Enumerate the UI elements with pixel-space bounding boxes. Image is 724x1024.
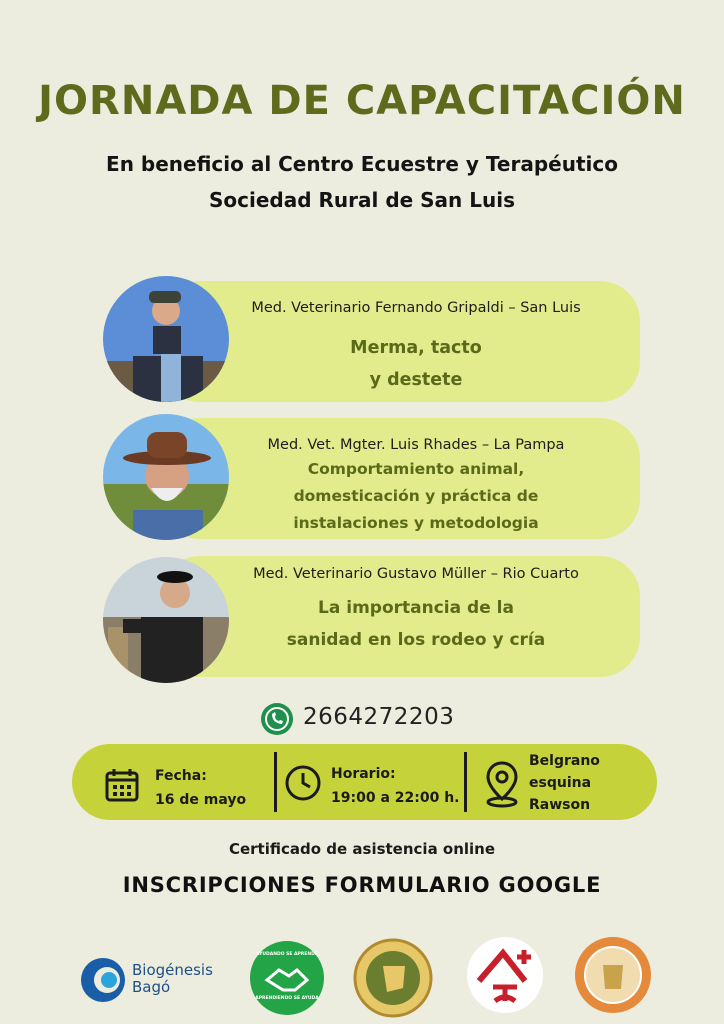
topic-line: Comportamiento animal, (307, 460, 525, 478)
red-emblem-logo (465, 935, 545, 1019)
speaker-name-1: Med. Veterinario Fernando Gripaldi – San Luis (251, 300, 581, 316)
registration-link[interactable]: INSCRIPCIONES FORMULARIO GOOGLE (122, 873, 602, 897)
speaker-topic-2 (196, 456, 636, 537)
divider (274, 752, 277, 812)
time-value: 19:00 a 22:00 h. (331, 790, 460, 806)
address-line: Belgrano (529, 753, 600, 769)
calendar-icon (104, 767, 140, 807)
certificate-note: Certificado de asistencia online (228, 840, 496, 858)
address-line: Rawson (529, 797, 591, 813)
speaker-topic-3 (196, 592, 636, 656)
whatsapp-icon (261, 703, 293, 735)
speaker-topic-1 (196, 332, 636, 396)
location-pin-icon (482, 760, 522, 812)
topic-line: y destete (369, 370, 463, 390)
date-label: Fecha: (155, 768, 207, 784)
biogenesis-bago-logo (78, 955, 128, 1009)
address-line: esquina (529, 775, 592, 791)
phone-number[interactable]: 2664272203 (303, 704, 455, 730)
location-address (529, 750, 600, 816)
divider (464, 752, 467, 812)
topic-line: instalaciones y metodologia (293, 514, 539, 532)
page-title: JORNADA DE CAPACITACIÓN (38, 78, 686, 124)
time-label: Horario: (331, 766, 396, 782)
logo-text: AYUDANDO SE APRENDE (256, 952, 318, 957)
date-value: 16 de mayo (155, 792, 247, 808)
topic-line: sanidad en los rodeo y cría (286, 630, 546, 650)
topic-line: Merma, tacto (350, 338, 482, 358)
logo-text: Biogénesis (132, 961, 213, 979)
clock-icon (284, 764, 322, 806)
subtitle-line2: Sociedad Rural de San Luis (208, 188, 515, 212)
topic-line: La importancia de la (318, 598, 514, 618)
sociedad-rural-seal-logo (573, 935, 653, 1019)
speaker-name-3: Med. Veterinario Gustavo Müller – Rio Cuarto (253, 566, 579, 582)
subtitle-line1: En beneficio al Centro Ecuestre y Terapéutico (106, 152, 618, 176)
logo-text: APRENDIENDO SE AYUDA (255, 996, 319, 1001)
speaker-name-2: Med. Vet. Mgter. Luis Rhades – La Pampa (267, 437, 565, 453)
logo-text: Bagó (132, 978, 171, 996)
topic-line: domesticación y práctica de (293, 487, 539, 505)
biogenesis-bago-wordmark (132, 962, 213, 996)
centro-ecuestre-logo (353, 938, 433, 1022)
